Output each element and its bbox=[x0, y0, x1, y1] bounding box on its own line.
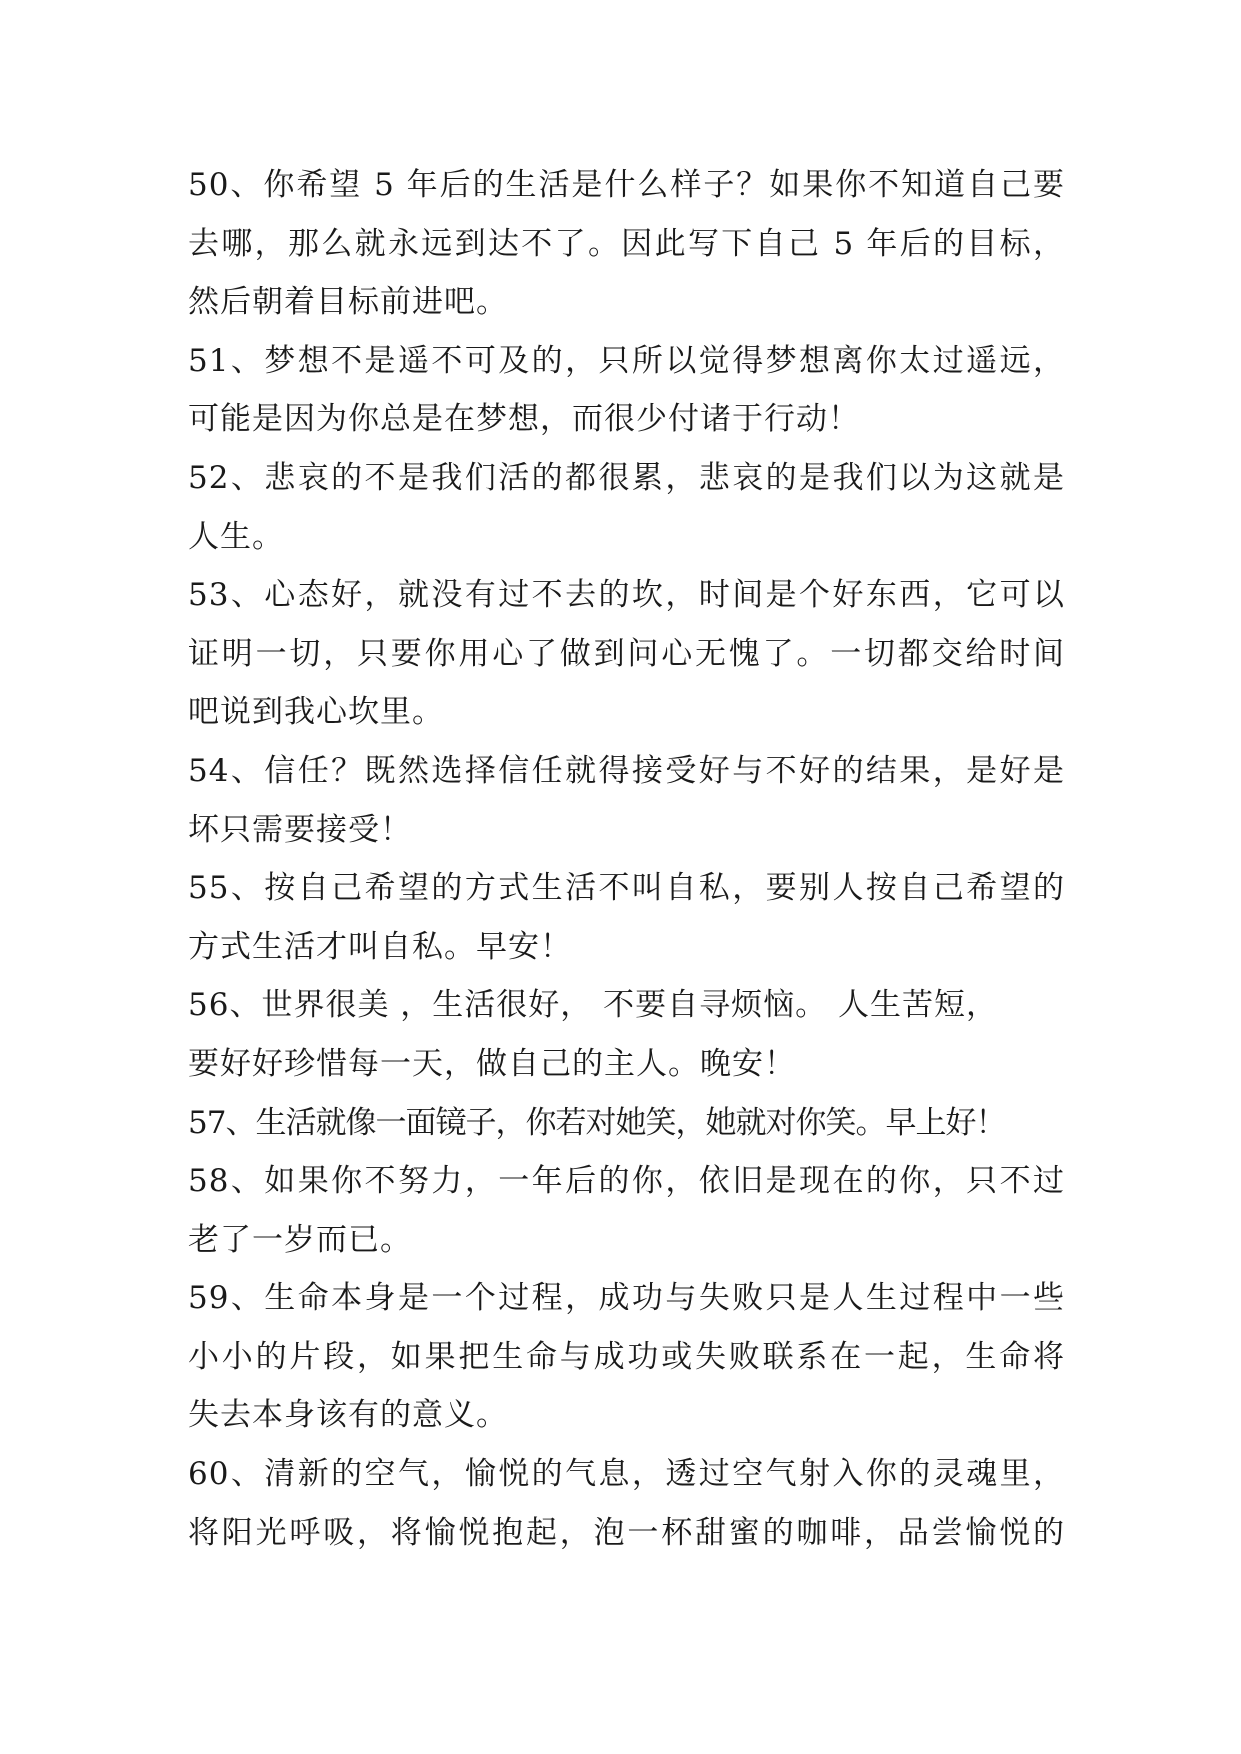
paragraph-53 bbox=[188, 566, 1065, 742]
paragraph-57 bbox=[188, 1094, 1065, 1153]
paragraph-55 bbox=[188, 859, 1065, 976]
text-line: 51、梦想不是遥不可及的，只所以觉得梦想离你太过遥远， bbox=[188, 342, 1065, 379]
text-line: 56、世界很美 ，生活很好， 不要自寻烦恼。 人生苦短， bbox=[188, 987, 999, 1024]
text-line: 50、你希望 5 年后的生活是什么样子？如果你不知道自己要 bbox=[188, 167, 1065, 203]
text-line: 然后朝着目标前进吧。 bbox=[188, 284, 508, 321]
text-line: 方式生活才叫自私。早安！ bbox=[188, 928, 572, 965]
text-line: 可能是因为你总是在梦想，而很少付诸于行动！ bbox=[188, 401, 860, 438]
text-line: 55、按自己希望的方式生活不叫自私，要别人按自己希望的 bbox=[188, 870, 1065, 907]
paragraph-50 bbox=[188, 156, 1065, 332]
text-line: 吧说到我心坎里。 bbox=[188, 694, 444, 731]
text-line: 54、信任？既然选择信任就得接受好与不好的结果，是好是 bbox=[188, 752, 1065, 789]
text-line: 57、生活就像一面镜子，你若对她笑，她就对你笑。早上好！ bbox=[188, 1104, 1006, 1141]
paragraph-58 bbox=[188, 1152, 1065, 1269]
document-page bbox=[188, 156, 1065, 1562]
text-line: 人生。 bbox=[188, 518, 284, 555]
text-line: 失去本身该有的意义。 bbox=[188, 1397, 508, 1434]
paragraph-56 bbox=[188, 976, 1065, 1093]
paragraph-54 bbox=[188, 742, 1065, 859]
paragraph-52 bbox=[188, 449, 1065, 566]
text-line: 证明一切，只要你用心了做到问心无愧了。一切都交给时间 bbox=[188, 635, 1065, 672]
text-line: 59、生命本身是一个过程，成功与失败只是人生过程中一些 bbox=[188, 1280, 1065, 1317]
text-line: 老了一岁而已。 bbox=[188, 1221, 412, 1258]
paragraph-59 bbox=[188, 1269, 1065, 1445]
text-line: 去哪，那么就永远到达不了。因此写下自己 5 年后的目标， bbox=[188, 225, 1065, 262]
text-line: 小小的片段，如果把生命与成功或失败联系在一起，生命将 bbox=[188, 1338, 1065, 1375]
paragraph-51 bbox=[188, 332, 1065, 449]
text-line: 53、心态好，就没有过不去的坎，时间是个好东西，它可以 bbox=[188, 577, 1065, 614]
text-line: 58、如果你不努力，一年后的你，依旧是现在的你，只不过 bbox=[188, 1163, 1065, 1200]
text-line: 将阳光呼吸，将愉悦抱起，泡一杯甜蜜的咖啡，品尝愉悦的 bbox=[188, 1514, 1065, 1551]
text-line: 坏只需要接受！ bbox=[188, 811, 412, 848]
text-line: 52、悲哀的不是我们活的都很累，悲哀的是我们以为这就是 bbox=[188, 459, 1065, 496]
text-line: 要好好珍惜每一天，做自己的主人。晚安！ bbox=[188, 1045, 796, 1082]
text-line: 60、清新的空气，愉悦的气息，透过空气射入你的灵魂里， bbox=[188, 1456, 1065, 1493]
paragraph-60 bbox=[188, 1445, 1065, 1562]
